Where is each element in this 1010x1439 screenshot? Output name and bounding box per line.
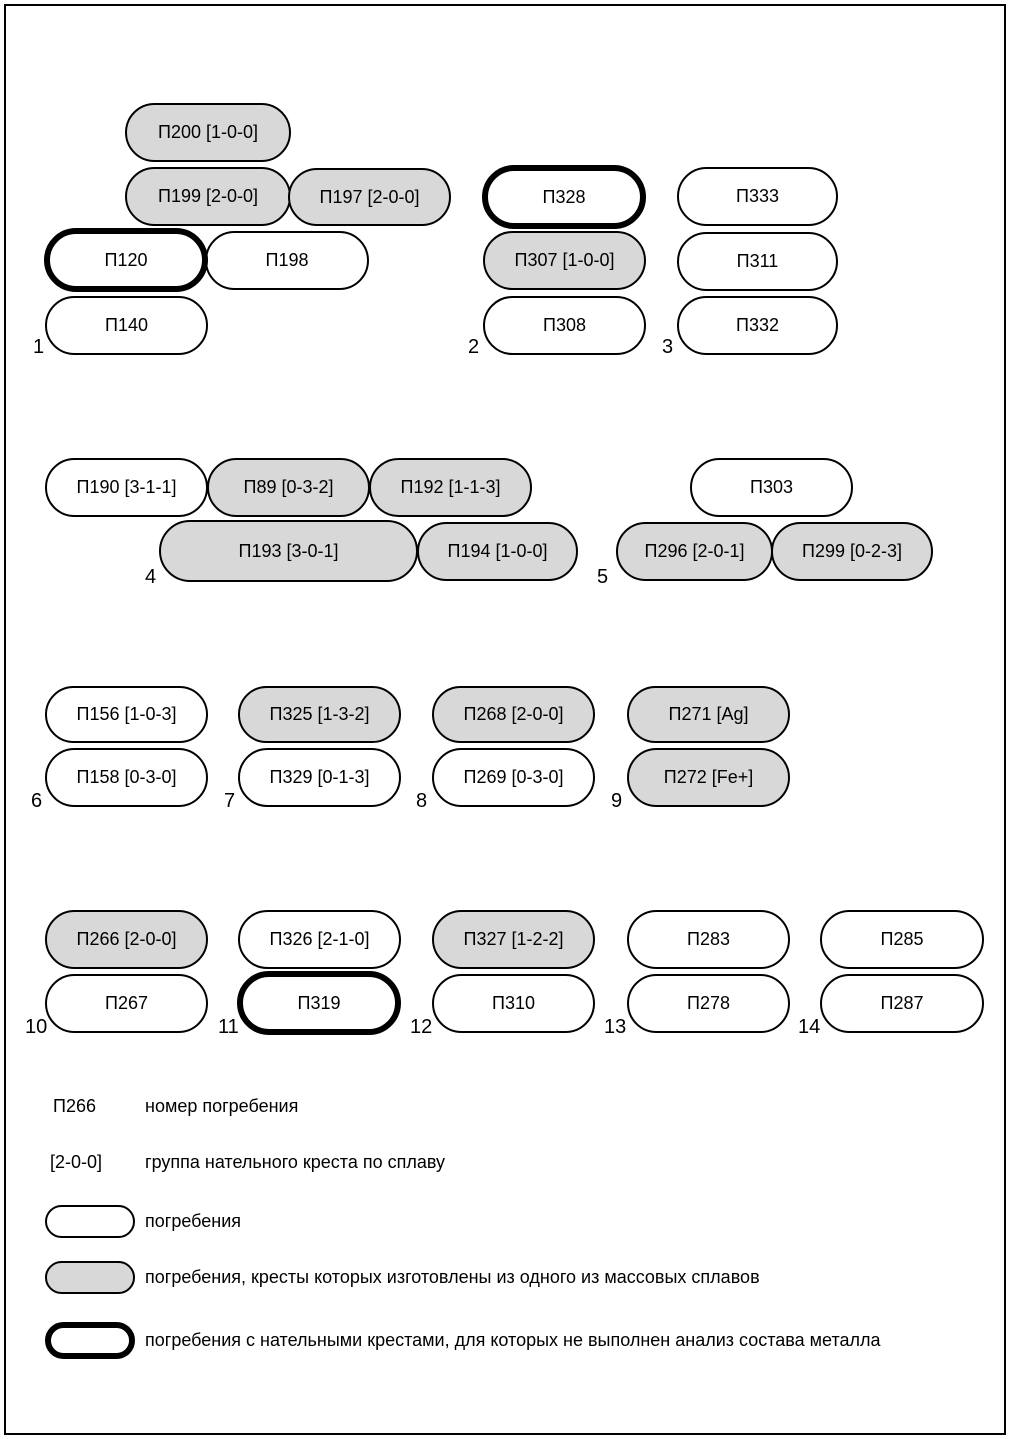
burial-node: П310: [432, 974, 595, 1033]
burial-node: П89 [0-3-2]: [207, 458, 370, 517]
burial-node: П278: [627, 974, 790, 1033]
burial-node: П198: [205, 231, 369, 290]
burial-node: П199 [2-0-0]: [125, 167, 291, 226]
burial-node: П325 [1-3-2]: [238, 686, 401, 743]
burial-node: П287: [820, 974, 984, 1033]
legend-alloy-group-desc: группа нательного креста по сплаву: [145, 1151, 446, 1172]
burial-node: П319: [237, 971, 401, 1035]
group-number: 3: [662, 336, 674, 358]
group-number: 8: [416, 790, 428, 812]
legend-row-alloy-group: [45, 1141, 445, 1183]
legend-no-analysis-desc: погребения с нательными крестами, для которых не выполнен анализ состава металла: [145, 1329, 881, 1350]
legend-row-no-analysis: [45, 1308, 881, 1372]
group-number: 7: [224, 790, 236, 812]
legend-burial-number-desc: номер погребения: [145, 1095, 299, 1116]
burial-node: П308: [483, 296, 646, 355]
group-number: 14: [798, 1016, 821, 1038]
burial-node: П296 [2-0-1]: [616, 522, 773, 581]
burial-node: П285: [820, 910, 984, 969]
group-number: 2: [468, 336, 480, 358]
burial-node: П120: [44, 228, 208, 292]
legend-burial-number-example: П266: [53, 1095, 96, 1116]
burial-node: П328: [482, 165, 646, 229]
burial-node: П303: [690, 458, 853, 517]
burial-node: П190 [3-1-1]: [45, 458, 208, 517]
burial-node: П333: [677, 167, 838, 226]
legend-row-alloy: [45, 1253, 760, 1301]
burial-node: П299 [0-2-3]: [771, 522, 933, 581]
burial-node: П156 [1-0-3]: [45, 686, 208, 743]
burial-node: П192 [1-1-3]: [369, 458, 532, 517]
burial-node: П327 [1-2-2]: [432, 910, 595, 969]
burial-node: П326 [2-1-0]: [238, 910, 401, 969]
burial-node: П329 [0-1-3]: [238, 748, 401, 807]
group-number: 5: [597, 566, 609, 588]
burial-node: П307 [1-0-0]: [483, 231, 646, 290]
legend-swatch-plain: [45, 1205, 135, 1238]
burial-node: П200 [1-0-0]: [125, 103, 291, 162]
burial-node: П311: [677, 232, 838, 291]
burial-node: П193 [3-0-1]: [159, 520, 418, 582]
burial-node: П194 [1-0-0]: [417, 522, 578, 581]
legend-swatch-alloy: [45, 1261, 135, 1294]
burial-node: П140: [45, 296, 208, 355]
burial-node: П283: [627, 910, 790, 969]
group-number: 9: [611, 790, 623, 812]
burial-node: П269 [0-3-0]: [432, 748, 595, 807]
burial-node: П158 [0-3-0]: [45, 748, 208, 807]
legend-row-burial-number: [45, 1085, 298, 1127]
group-number: 13: [604, 1016, 627, 1038]
group-number: 12: [410, 1016, 433, 1038]
burial-node: П268 [2-0-0]: [432, 686, 595, 743]
legend-alloy-group-example: [2-0-0]: [50, 1151, 103, 1172]
group-number: 1: [33, 336, 45, 358]
burial-node: П197 [2-0-0]: [288, 168, 451, 226]
group-number: 11: [218, 1016, 239, 1038]
burial-node: П267: [45, 974, 208, 1033]
group-number: 4: [145, 566, 157, 588]
group-number: 10: [25, 1016, 48, 1038]
legend-row-plain: [45, 1197, 241, 1245]
group-number: 6: [31, 790, 43, 812]
legend-alloy-desc: погребения, кресты которых изготовлены из одного из массовых сплавов: [145, 1266, 760, 1287]
burial-node: П271 [Ag]: [627, 686, 790, 743]
burial-node: П272 [Fe+]: [627, 748, 790, 807]
legend-swatch-no-analysis: [45, 1322, 135, 1359]
burial-node: П266 [2-0-0]: [45, 910, 208, 969]
legend-plain-desc: погребения: [145, 1210, 242, 1231]
burial-node: П332: [677, 296, 838, 355]
